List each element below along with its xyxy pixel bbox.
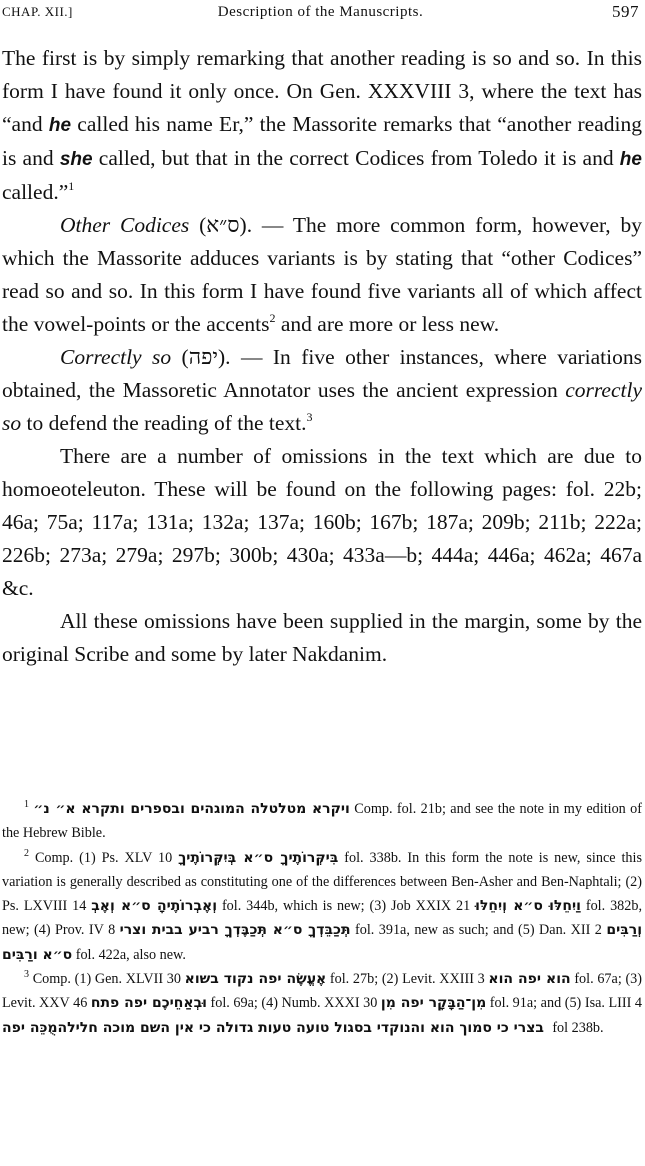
hebrew-text: הוא יפה הוא (488, 971, 571, 988)
running-head-chapter: CHAP. XII.] (2, 4, 73, 19)
footnote-ref-1: 1 (68, 179, 75, 193)
hebrew-text: וּבְאַחֵיכֶם יפה פתח (90, 995, 207, 1012)
hebrew-text: תְּכַבֵּדְךָ ס״א תְּכַבֶּדְךָ רביע בבית וצרי (119, 922, 351, 939)
paragraph-4: There are a number of omissions in the text which are due to homoeoteleuton. These will be found on the following pages: fol. 22b; 46a; 75a; 117a; 131a; 132a; 137a; 160b; 167b; 187a; 209b; 211b; 222a; 226b; 273a; 279a; 297b; 300b; 430a; 433a—b; 444a; 446a; 462a; 467a &c. (2, 444, 642, 600)
page-header (2, 2, 639, 24)
hebrew-text: וַיִחֵלּוּ ס״א וְיִחֵלּוּ (475, 898, 581, 915)
footnote-ref-2: 2 (269, 311, 276, 325)
page-number: 597 (612, 2, 639, 21)
paragraph-5: All these omissions have been supplied in the margin, some by the original Scribe and some by later Nakdanim. (2, 609, 642, 666)
hebrew-text: מֻכֵּה יפה (2, 1019, 58, 1036)
main-text (2, 42, 642, 671)
paragraph-3: Correctly so (יפה). — In five other instances, where variations obtained, the Massoretic Annotator uses the ancient expression correctly so to defend the reading of the text.$^3$ (2, 345, 642, 435)
footnote-ref-3: 3 (306, 410, 313, 424)
hebrew-text: וְרַבִּים ס״א ורַבִּים (2, 922, 643, 963)
running-head-title: Description of the Manuscripts. (217, 4, 424, 20)
footnote-1: $^1$ ויקרא מטלטלה המוגהים ובספרים ותקרא א״ נ״ Comp. fol. 21b; and see the note in my edition of the Hebrew Bible. (2, 799, 642, 842)
hebrew-text: מִן־הַבָּקָר יפה מִן (380, 995, 487, 1012)
footnote-3: $^3$ Comp. (1) Gen. XLVII 30 אֶעֱשֶׂה יפה נקוד בשוא fol. 27b; (2) Levit. XXIII 3 הוא יפה הוא fol. 67a; (3) Levit. XXV 46 וּבְאַחֵיכֶם יפה פתח fol. 69a; (4) Numb. XXXI 30 מִן־הַבָּקָר יפה מִן fol. 91a; and (5) Isa. LIII 4 מֻכֵּה יפה בצרי כי סמוך הוא והנוקדי בסגול טועה טעות גדולה כי אין השם מוכה חלילה fol 238b. (2, 969, 643, 1036)
paragraph-2: Other Codices (ס״א). — The more common form, however, by which the Massorite adduces variants is by stating that “other Codices” read so and so. In this form I have found five variants all of which affect the vowel-points or the accents$^2$ and are more or less new. (2, 213, 642, 336)
footnotes (2, 797, 642, 1040)
hebrew-text: בצרי כי סמוך הוא והנוקדי בסגול טועה טעות גדולה כי אין השם מוכה חלילה (57, 1019, 549, 1036)
hebrew-text: אֶעֱשֶׂה יפה נקוד בשוא (184, 971, 327, 988)
paragraph-1: The first is by simply remarking that another reading is so and so. In this form I have found it only once. On Gen. XXXVIII 3, where the text has “and he called his name Er,” the Massorite remarks that “another reading is and she called, but that in the correct Codices from Toledo it is and he called.”$^1$ (2, 46, 642, 204)
footnote-2: $^2$ Comp. (1) Ps. XLV 10 בִּיקְּרוֹתֶיךָ ס״א בְּיִקְּרוֹתֶיךָ fol. 338b. In this form the note is new, since this variation is generally described as constituting one of the differences between Ben-Asher and Ben-Naphtali; (2) Ps. LXVIII 14 וְאֶבְרוֹתֶיהָ ס״א וְאֶבְ fol. 344b, which is new; (3) Job XXIX 21 וַיִחֵלּוּ ס״א וְיִחֵלּוּ fol. 382b, new; (4) Prov. IV 8 תְּכַבֵּדְךָ ס״א תְּכַבֶּדְךָ רביע בבית וצרי fol. 391a, new as such; and (5) Dan. XII 2 וְרַבִּים ס״א ורַבִּים fol. 422a, also new. (2, 847, 643, 963)
hebrew-text: בִּיקְּרוֹתֶיךָ ס״א בְּיִקְּרוֹתֶיךָ (178, 849, 339, 866)
hebrew-text: וְאֶבְרוֹתֶיהָ ס״א וְאֶבְ (91, 898, 218, 915)
hebrew-text: ויקרא מטלטלה המוגהים ובספרים ותקרא א״ נ״ (33, 801, 350, 817)
